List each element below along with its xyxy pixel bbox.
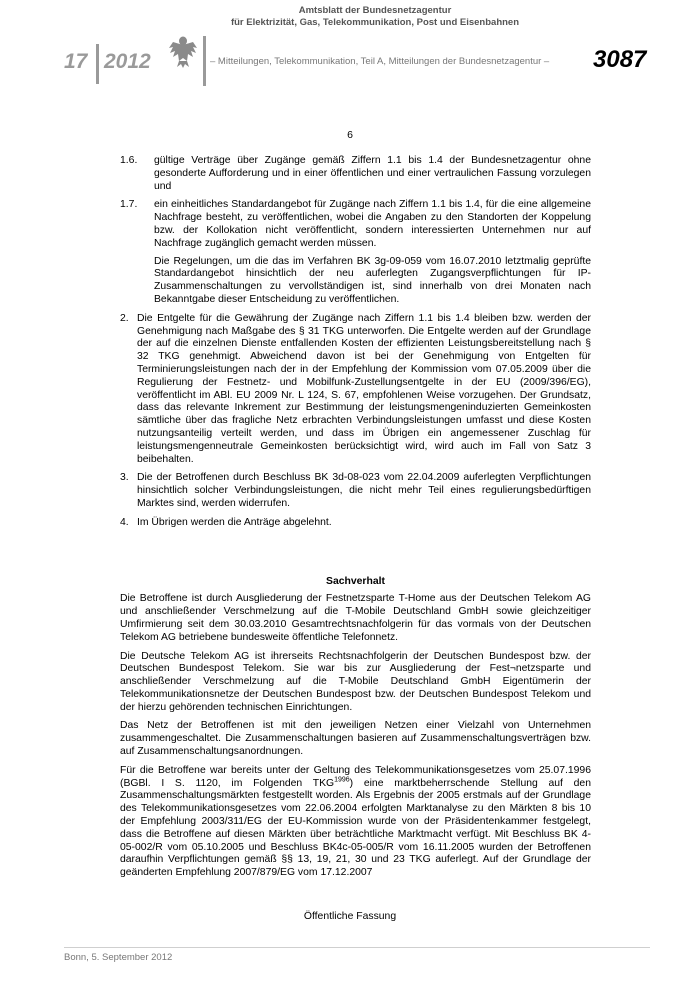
list-item-number: 3. bbox=[120, 472, 129, 484]
section-heading: Sachverhalt bbox=[326, 575, 385, 587]
list-item-3 bbox=[120, 472, 591, 510]
footer-divider bbox=[64, 947, 650, 948]
list-item-1-6 bbox=[120, 155, 591, 193]
issue-number: 17 bbox=[64, 50, 88, 73]
list-item-text: Im Übrigen werden die Anträge abgelehnt. bbox=[137, 516, 332, 528]
public-version-label: Öffentliche Fassung bbox=[303, 911, 397, 922]
list-item-number: 2. bbox=[120, 312, 129, 324]
header-divider bbox=[96, 44, 99, 84]
document-body bbox=[120, 155, 591, 886]
journal-title-line-2: für Elektrizität, Gas, Telekommunikation, Post und Eisenbahnen bbox=[230, 17, 520, 28]
footnote-superscript: 1996 bbox=[334, 776, 350, 784]
document-page-number: 6 bbox=[347, 129, 353, 141]
list-item-number: 1.6. bbox=[120, 155, 138, 166]
journal-subtitle: – Mitteilungen, Telekommunikation, Teil A, Mitteilungen der Bundesnetzagentur – bbox=[210, 56, 550, 67]
list-item-4 bbox=[120, 517, 591, 530]
paragraph-2: Die Deutsche Telekom AG ist ihrerseits Rechtsnachfolgerin der Deutschen Bundespost bzw. der Deutschen Bundespost Telekom. Sie war bis zur Ausgliederung der Fest¬netzsparte und anschließender Verschmelzung auf die T-Mobile Deutschland GmbH Eigentümerin der Telekommunikationsnetze der Deutschen Bundespost bzw. der Deutschen Bundespost Telekom und der hierzu gehörenden technischen Einrichtungen. bbox=[120, 650, 591, 713]
federal-eagle-icon bbox=[167, 34, 199, 70]
journal-page-number: 3087 bbox=[593, 46, 647, 73]
list-item-text: Die Entgelte für die Gewährung der Zugänge nach Ziffern 1.1 bis 1.4 bleiben bzw. werden der Genehmigung nach Maßgabe des § 31 TKG unterworfen. Die Entgelte werden auf der Grundlage der auf die einzelnen Dienste entfallenden Kosten der effizienten Leistungsbereitstellung nach § 32 TKG genehmigt. Abweichend davon ist bei der Genehmigung von Entgelten für Terminierungsleistungen nach der in der Empfehlung der Kommission vom 07.05.2009 über die Regulierung der Festnetz- und Mobilfunk-Zustellungsentgelte in der EU (2009/396/EG), veröffentlicht im ABl. EU 2009 Nr. L 124, S. 67, empfohlenen Weise vorzugehen. Der Grundsatz, dass das relevante Inkrement zur Bestimmung der leistungsmengeninduzierten Gemeinkosten sämtliche über das fragliche Netz erbrachten Verbindungsleistungen umfasst und diese Kosten nutzungsanteilig verteilt werden, und dass im Übrigen ein angemessener Zuschlag für leistungsmengenneutrale Gemeinkosten berücksichtigt wird, wird auch im Fall von Satz 3 beibehalten. bbox=[137, 312, 591, 465]
issue-year: 2012 bbox=[104, 50, 151, 73]
paragraph-1: Die Betroffene ist durch Ausgliederung der Festnetzsparte T-Home aus der Deutschen Telekom AG und anschließender Verschmelzung auf die T-Mobile Deutschland GmbH sowie gleichzeitiger Umfirmierung seit dem 30.03.2010 Gesamtrechtsnachfolgerin für das vormals von der Deutschen Telekom AG betriebene bundesweite öffentliche Telefonnetz. bbox=[120, 593, 591, 643]
list-item-subparagraph: Die Regelungen, um die das im Verfahren BK 3g-09-059 vom 16.07.2010 letztmalig geprüfte Standardangebot hinsichtlich der neu auferlegten Zugangsverpflichtungen für IP-Zusammenschaltungen zu vervollständigen ist, sind innerhalb von drei Monaten nach Bekanntgabe dieser Entscheidung zu veröffentlichen. bbox=[154, 255, 591, 305]
list-item-text: gültige Verträge über Zugänge gemäß Ziffern 1.1 bis 1.4 der Bundesnetzagentur ohne gesonderte Aufforderung und in einer öffentlichen und einer vertraulichen Fassung vorzulegen und bbox=[154, 155, 591, 192]
list-item-text: Die der Betroffenen durch Beschluss BK 3d-08-023 vom 22.04.2009 auferlegten Verpflichtungen hinsichtlich solcher Verbindungsleistungen, die nicht mehr Teil eines regulierungsbedürftigen Marktes sind, werden widerrufen. bbox=[137, 472, 591, 509]
paragraph-4 bbox=[120, 765, 591, 880]
header-vertical-bar bbox=[203, 36, 206, 86]
list-item-1-7 bbox=[120, 199, 591, 306]
paragraph-3: Das Netz der Betroffenen ist mit den jeweiligen Netzen einer Vielzahl von Unternehmen zusammengeschaltet. Die Zusammenschaltungen basieren auf Zusammenschaltungsverträgen bzw. auf Zusammenschaltungsanordnungen. bbox=[120, 720, 591, 758]
list-item-text: ein einheitliches Standardangebot für Zugänge nach Ziffern 1.1 bis 1.4, für die eine allgemeine Nachfrage besteht, zu veröffentlichen, wobei die Angaben zu den Standorten der Koppelung bzw. der Kollokation nicht veröffentlicht, sondern interessierten Unternehmen nur auf Nachfrage zugänglich gemacht werden müssen. bbox=[154, 199, 591, 249]
list-item-number: 1.7. bbox=[120, 199, 138, 211]
list-item-2 bbox=[120, 313, 591, 467]
paragraph-4-rest: ) eine marktbeherrschende Stellung auf den Zusammenschaltungsmärkten festgestellt worden. Als Ergebnis der 2005 erstmals auf der Grundlage des Telekommunikationsgesetzes vom 22.06.2004 erfolgten Marktanalyse zu den Märkten 8 bis 10 der Empfehlung 2003/311/EG der EU-Kommission wurde von der Präsidentenkammer festgelegt, dass die Betroffene auf diesen Märkten über beträchtliche Marktmacht verfügt. Mit Beschluss BK 4-05-002/R vom 05.10.2005 und Beschluss BK4c-05-005/R vom 16.11.2005 wurden der Betroffenen daraufhin Verpflichtungen gemäß §§ 13, 19, 21, 30 und 23 TKG auferlegt. Auf der Grundlage der geänderten Empfehlung 2007/879/EG vom 17.12.2007 bbox=[120, 777, 591, 879]
journal-title bbox=[210, 5, 540, 29]
paragraph-4-start: Für die Betroffene war bereits unter der Geltung des Telekommunikationsgesetzes vom 25.07.1996 (BGBl. I S. 1120, im Folgenden TKG bbox=[120, 764, 591, 789]
footer-date: Bonn, 5. September 2012 bbox=[64, 952, 173, 963]
journal-title-line-1: Amtsblatt der Bundesnetzagentur bbox=[298, 5, 452, 16]
list-item-number: 4. bbox=[120, 516, 129, 528]
